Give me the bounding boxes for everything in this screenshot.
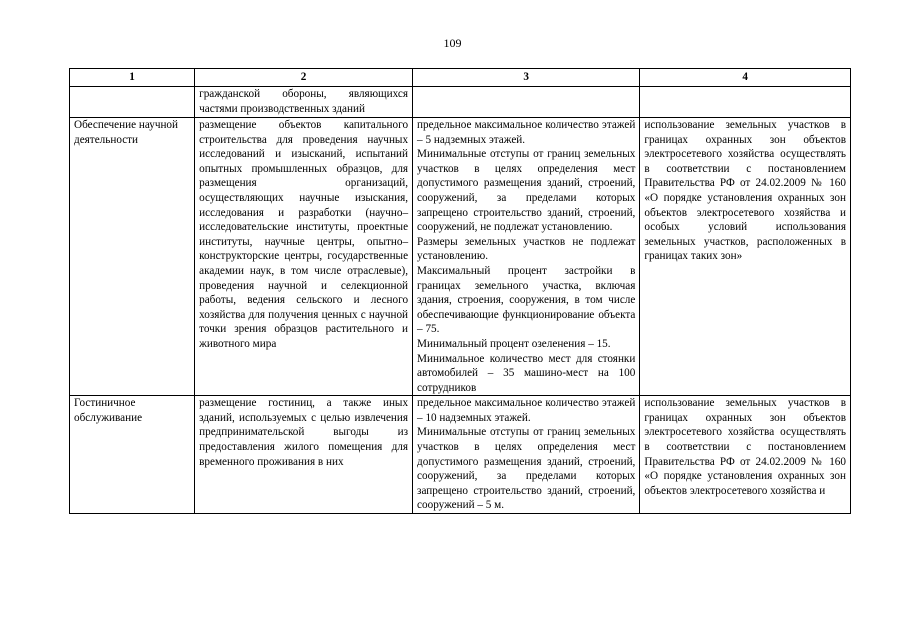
table-header-row <box>70 69 851 87</box>
table-row <box>70 118 851 396</box>
continuation-col3 <box>413 87 640 118</box>
column-header-1: 1 <box>70 69 195 87</box>
table-row <box>70 396 851 514</box>
use-type-name: Обеспечение научной деятельности <box>70 118 195 396</box>
parameter-item: Минимальные отступы от границ земельных участков в целях определения мест допустимого размещения зданий, строений, сооружений, за пределами которых запрещено строительство зданий, строений, сооружений, не подлежат установлению. <box>417 148 636 234</box>
parameter-item: Минимальный процент озеленения – 15. <box>417 337 611 350</box>
land-use-table <box>69 68 851 514</box>
parameter-item: Минимальное количество мест для стоянки автомобилей – 35 машино-мест на 100 сотрудников <box>417 352 636 394</box>
parameter-item: предельное максимальное количество этажей – 5 надземных этажей. <box>417 119 636 146</box>
page-number: 109 <box>443 36 462 50</box>
use-type-restrictions: использование земельных участков в границах охранных зон объектов электросетевого хозяйства осуществлять в соответствии с постановлением Правительства РФ от 24.02.2009 № 160 «О порядке установления охранных зон объектов электросетевого хозяйства и особых условий использования земельных участков, расположенных в границах таких зон» <box>640 118 851 396</box>
use-type-name: Гостиничное обслуживание <box>70 396 195 514</box>
column-header-2: 2 <box>195 69 413 87</box>
parameter-item: Размеры земельных участков не подлежат установлению. <box>417 235 636 263</box>
use-type-restrictions: использование земельных участков в границах охранных зон объектов электросетевого хозяйства осуществлять в соответствии с постановлением Правительства РФ от 24.02.2009 № 160 «О порядке установления охранных зон объектов электросетевого хозяйства и <box>640 396 851 514</box>
parameter-item: предельное максимальное количество этажей – 10 надземных этажей. <box>417 397 636 424</box>
parameter-item: Минимальные отступы от границ земельных участков в целях определения мест допустимого размещения зданий, строений, сооружений, за пределами которых запрещено строительство зданий, строений, сооружений – 5 м. <box>417 426 636 512</box>
column-header-3: 3 <box>413 69 640 87</box>
continuation-col4 <box>640 87 851 118</box>
use-type-description: размещение объектов капитального строительства для проведения научных исследований и изысканий, испытаний опытных промышленных образцов, для размещения организаций, осуществляющих научные изыскания, исследования и разработки (научно–исследовательские институты, проектные институты, научные центры, опытно–конструкторские центры, государственные академии наук, в том числе отраслевые), проведения научной и селекционной работы, ведения сельского и лесного хозяйства для получения ценных с научной точки зрения образцов растительного и животного мира <box>195 118 413 396</box>
continuation-description: гражданской обороны, являющихся частями производственных зданий <box>195 87 413 118</box>
continuation-row <box>70 87 851 118</box>
column-header-4: 4 <box>640 69 851 87</box>
parameter-item: Максимальный процент застройки в границах земельного участка, включая здания, строения, сооружения, в том числе обеспечивающие функционирование объекта – 75. <box>417 264 636 336</box>
continuation-col1 <box>70 87 195 118</box>
use-type-parameters <box>413 396 640 514</box>
use-type-description: размещение гостиниц, а также иных зданий, используемых с целью извлечения предпринимательской выгоды из предоставления жилого помещения для временного проживания в них <box>195 396 413 514</box>
use-type-parameters <box>413 118 640 396</box>
